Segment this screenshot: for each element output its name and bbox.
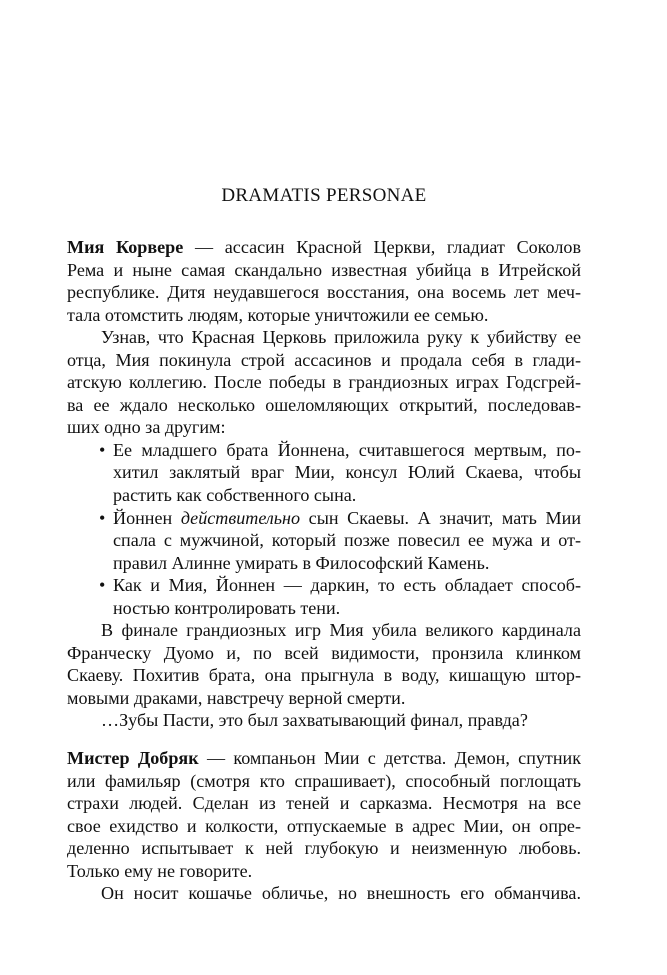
text-line: свое ехидство и колкости, отпускаемые в адрес Мии, он опре- [67,815,581,836]
text-line: отца, Мия покинула строй ассасинов и продала себя в глади- [67,349,581,370]
text-line: ва ее ждало несколько ошеломляющих открытий, последовав- [67,394,581,415]
text-line: ностью контролировать тени. [113,597,341,618]
text-line: мовыми драками, навстречу верной смерти. [67,687,406,708]
bullet-item: • Как и Мия, Йоннен — даркин, то есть обладает способ- [99,575,581,596]
text-line: деленно испытывает к ней глубокую и неизменную любовь. [67,838,581,859]
emphasis: действительно [180,507,301,528]
bullet-item: • Ее младшего брата Йоннена, считавшегося мертвым, по- [99,439,581,460]
text-line: Мия Корвере — ассасин Красной Церкви, гладиат Соколов [67,237,581,257]
text-line: Франческу Дуомо и, по всей видимости, пронзила клинком [67,642,581,663]
text-line: Скаеву. Похитив брата, она прыгнула в воду, кишащую штор- [67,665,581,686]
text-line: Узнав, что Красная Церковь приложила руку к убийству ее [101,327,581,348]
text-line: Только ему не говорите. [67,860,253,881]
text-line: хитил заклятый враг Мии, консул Юлий Скаева, чтобы [113,462,581,483]
text-line: тала отомстить людям, которые уничтожили ее семью. [67,304,489,325]
text-line: Он носит кошачье обличье, но внешность его обманчива. [101,883,581,904]
bullet-glyph: • [99,507,106,528]
text-line: Рема и ныне самая скандально известная убийца в Итрейской [67,259,581,280]
text-line: ших одно за другим: [67,417,226,438]
text-line: Мистер Добряк — компаньон Мии с детства. Демон, спутник [67,748,581,768]
text-line: республике. Дитя неудавшегося восстания, она восемь лет меч- [67,282,581,303]
text-line: спала с мужчиной, который позже повесил ее мужа и от- [113,530,581,551]
character-name: Мистер Добряк [67,748,199,768]
character-name: Мия Корвере [67,237,184,257]
text-line: или фамильяр (смотря кто спрашивает), способный поглощать [67,770,581,791]
bullet-glyph: • [99,439,106,460]
text-line: растить как собственного сына. [113,485,357,506]
text-line: В финале грандиозных игр Мия убила великого кардинала [101,620,581,641]
character-entry-kindly [67,747,581,905]
bullet-glyph: • [99,575,106,596]
text-line: правил Алинне умирать в Философский Камень. [113,552,490,573]
text-line: атскую коллегию. После победы в грандиозных играх Годсгрей- [67,372,581,393]
page-heading: DRAMATIS PERSONAE [221,185,427,206]
bullet-item: • Йоннен действительно сын Скаевы. А значит, мать Мии [99,507,581,528]
character-entry-mia [67,236,581,732]
text-line: …Зубы Пасти, это был захватывающий финал, правда? [101,710,528,731]
text-line: страхи людей. Сделан из теней и сарказма. Несмотря на все [67,793,581,814]
